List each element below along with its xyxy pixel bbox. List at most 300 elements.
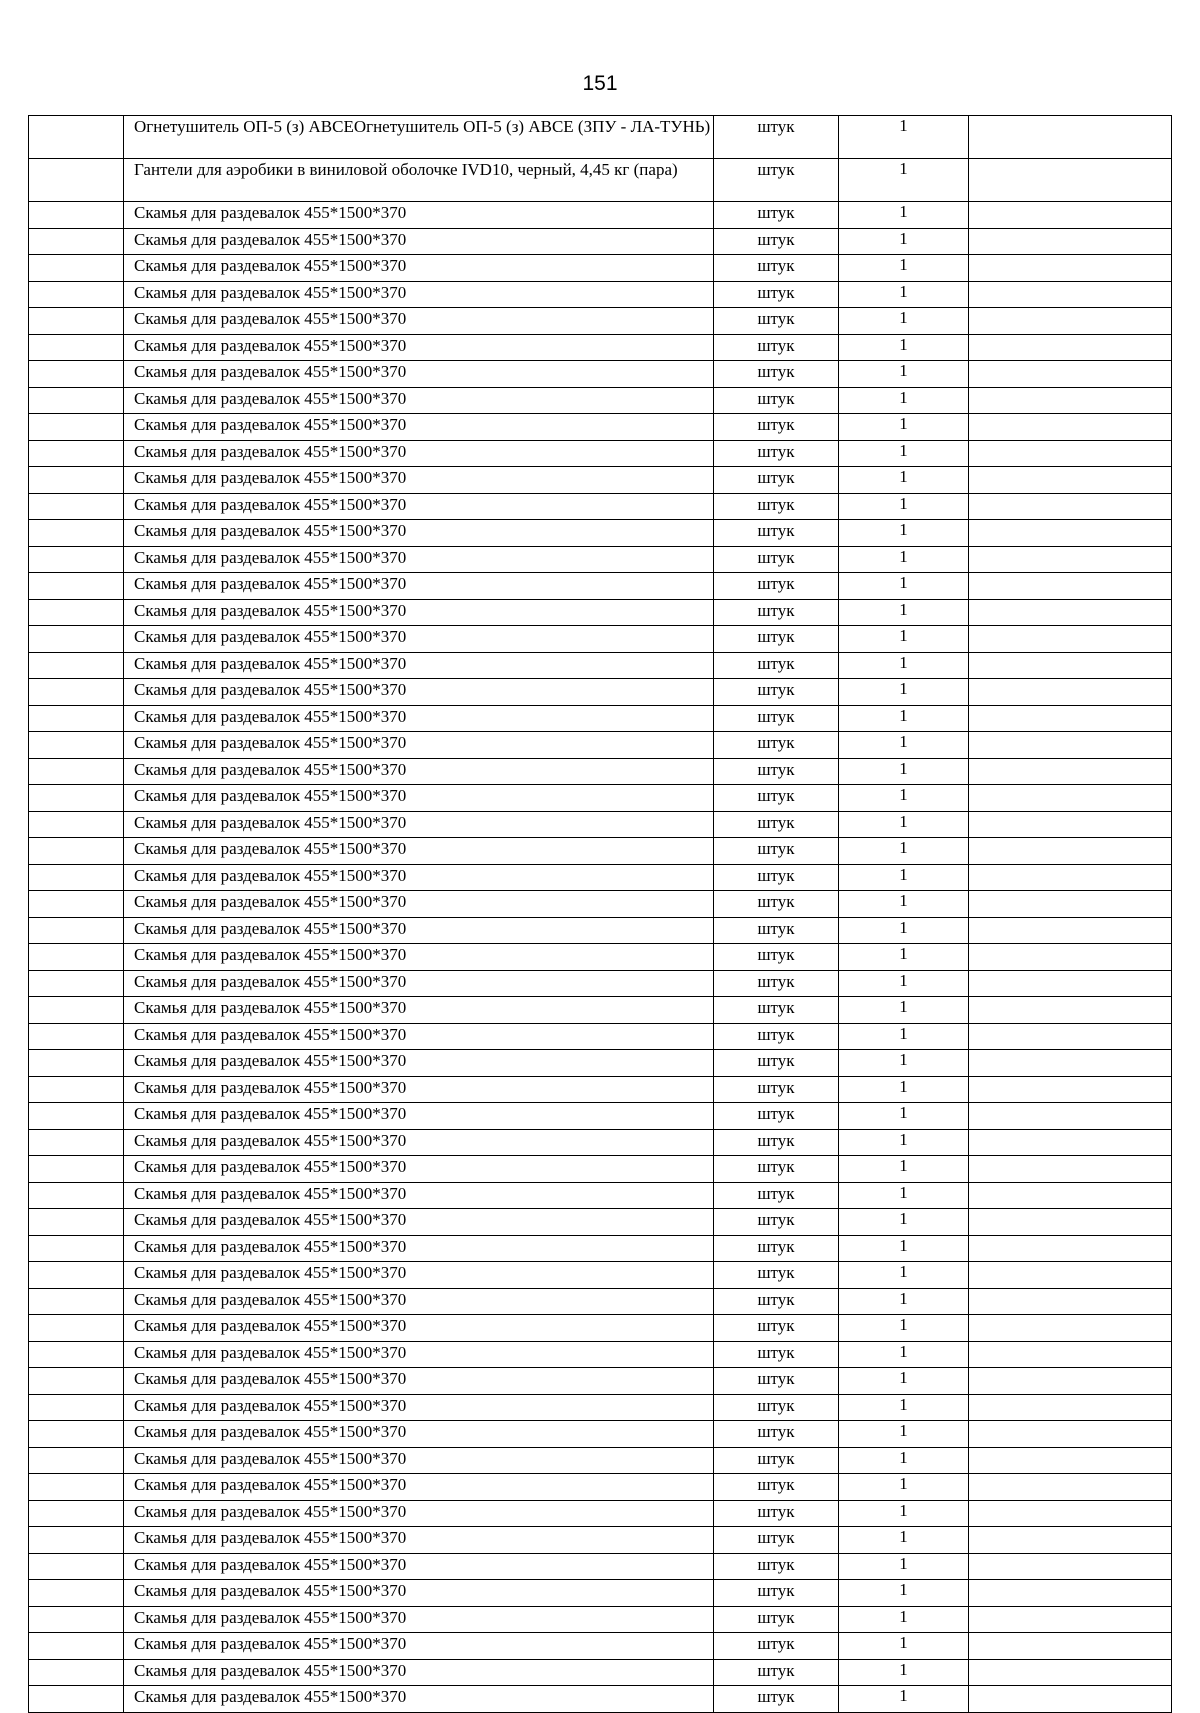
quantity-cell: 1 [839,785,969,812]
row-number-cell [29,202,124,229]
unit-cell: штук [714,1686,839,1713]
table-row [29,1474,1172,1501]
item-name-cell: Скамья для раздевалок 455*1500*370 [124,281,714,308]
note-cell [969,281,1172,308]
note-cell [969,159,1172,202]
item-name-cell: Скамья для раздевалок 455*1500*370 [124,891,714,918]
row-number-cell [29,679,124,706]
row-number-cell [29,705,124,732]
row-number-cell [29,493,124,520]
row-number-cell [29,1447,124,1474]
item-name-cell: Скамья для раздевалок 455*1500*370 [124,732,714,759]
note-cell [969,1341,1172,1368]
unit-cell: штук [714,997,839,1024]
unit-cell: штук [714,520,839,547]
table-row [29,467,1172,494]
row-number-cell [29,785,124,812]
row-number-cell [29,1500,124,1527]
item-name-cell: Скамья для раздевалок 455*1500*370 [124,1129,714,1156]
row-number-cell [29,1606,124,1633]
quantity-cell: 1 [839,116,969,159]
unit-cell: штук [714,1421,839,1448]
table-row [29,599,1172,626]
item-name-cell: Скамья для раздевалок 455*1500*370 [124,1262,714,1289]
unit-cell: штук [714,679,839,706]
row-number-cell [29,891,124,918]
quantity-cell: 1 [839,1474,969,1501]
row-number-cell [29,520,124,547]
note-cell [969,1447,1172,1474]
quantity-cell: 1 [839,1209,969,1236]
quantity-cell: 1 [839,811,969,838]
table-row [29,1686,1172,1713]
row-number-cell [29,599,124,626]
quantity-cell: 1 [839,467,969,494]
quantity-cell: 1 [839,414,969,441]
row-number-cell [29,1156,124,1183]
table-row [29,1262,1172,1289]
quantity-cell: 1 [839,493,969,520]
unit-cell: штук [714,228,839,255]
row-number-cell [29,944,124,971]
quantity-cell: 1 [839,520,969,547]
quantity-cell: 1 [839,891,969,918]
row-number-cell [29,732,124,759]
table-row [29,1209,1172,1236]
quantity-cell: 1 [839,705,969,732]
item-name-cell: Скамья для раздевалок 455*1500*370 [124,387,714,414]
unit-cell: штук [714,1050,839,1077]
row-number-cell [29,1129,124,1156]
row-number-cell [29,228,124,255]
note-cell [969,573,1172,600]
quantity-cell: 1 [839,1606,969,1633]
table-row [29,202,1172,229]
item-name-cell: Скамья для раздевалок 455*1500*370 [124,1659,714,1686]
table-row [29,944,1172,971]
row-number-cell [29,1527,124,1554]
note-cell [969,811,1172,838]
note-cell [969,1129,1172,1156]
note-cell [969,493,1172,520]
table-row [29,1129,1172,1156]
table-row [29,1580,1172,1607]
table-row [29,1659,1172,1686]
note-cell [969,1262,1172,1289]
unit-cell: штук [714,467,839,494]
note-cell [969,1156,1172,1183]
table-row [29,891,1172,918]
quantity-cell: 1 [839,546,969,573]
item-name-cell: Скамья для раздевалок 455*1500*370 [124,1447,714,1474]
note-cell [969,1368,1172,1395]
row-number-cell [29,811,124,838]
unit-cell: штук [714,917,839,944]
row-number-cell [29,1394,124,1421]
row-number-cell [29,1103,124,1130]
note-cell [969,414,1172,441]
table-row [29,255,1172,282]
quantity-cell: 1 [839,944,969,971]
note-cell [969,785,1172,812]
row-number-cell [29,1553,124,1580]
item-name-cell: Скамья для раздевалок 455*1500*370 [124,1156,714,1183]
item-name-cell: Скамья для раздевалок 455*1500*370 [124,864,714,891]
note-cell [969,1182,1172,1209]
table-row [29,228,1172,255]
item-name-cell: Скамья для раздевалок 455*1500*370 [124,785,714,812]
unit-cell: штук [714,1580,839,1607]
row-number-cell [29,414,124,441]
quantity-cell: 1 [839,1262,969,1289]
item-name-cell: Скамья для раздевалок 455*1500*370 [124,1235,714,1262]
item-name-cell: Скамья для раздевалок 455*1500*370 [124,467,714,494]
item-name-cell: Скамья для раздевалок 455*1500*370 [124,917,714,944]
note-cell [969,467,1172,494]
item-name-cell: Скамья для раздевалок 455*1500*370 [124,255,714,282]
item-name-cell: Скамья для раздевалок 455*1500*370 [124,202,714,229]
table-row [29,679,1172,706]
table-row [29,732,1172,759]
table-row [29,1341,1172,1368]
unit-cell: штук [714,414,839,441]
item-name-cell: Скамья для раздевалок 455*1500*370 [124,228,714,255]
quantity-cell: 1 [839,732,969,759]
quantity-cell: 1 [839,202,969,229]
unit-cell: штук [714,361,839,388]
table-row [29,1633,1172,1660]
table-row [29,1076,1172,1103]
quantity-cell: 1 [839,159,969,202]
table-row [29,626,1172,653]
table-row [29,1050,1172,1077]
row-number-cell [29,1076,124,1103]
table-row [29,159,1172,202]
row-number-cell [29,917,124,944]
unit-cell: штук [714,732,839,759]
quantity-cell: 1 [839,1580,969,1607]
note-cell [969,1050,1172,1077]
unit-cell: штук [714,308,839,335]
quantity-cell: 1 [839,864,969,891]
unit-cell: штук [714,1659,839,1686]
quantity-cell: 1 [839,334,969,361]
quantity-cell: 1 [839,1500,969,1527]
row-number-cell [29,1580,124,1607]
unit-cell: штук [714,440,839,467]
table-row [29,1023,1172,1050]
unit-cell: штук [714,1076,839,1103]
unit-cell: штук [714,1235,839,1262]
table-row [29,546,1172,573]
table-row [29,1315,1172,1342]
quantity-cell: 1 [839,1076,969,1103]
item-name-cell: Скамья для раздевалок 455*1500*370 [124,705,714,732]
item-name-cell: Скамья для раздевалок 455*1500*370 [124,1076,714,1103]
note-cell [969,970,1172,997]
note-cell [969,917,1172,944]
unit-cell: штук [714,864,839,891]
page-number: 151 [582,72,618,95]
quantity-cell: 1 [839,1050,969,1077]
unit-cell: штук [714,1129,839,1156]
note-cell [969,255,1172,282]
table-row [29,970,1172,997]
note-cell [969,1235,1172,1262]
unit-cell: штук [714,838,839,865]
row-number-cell [29,1474,124,1501]
table-row [29,334,1172,361]
note-cell [969,308,1172,335]
note-cell [969,1209,1172,1236]
quantity-cell: 1 [839,281,969,308]
item-name-cell: Скамья для раздевалок 455*1500*370 [124,414,714,441]
unit-cell: штук [714,1156,839,1183]
row-number-cell [29,440,124,467]
unit-cell: штук [714,1103,839,1130]
item-name-cell: Скамья для раздевалок 455*1500*370 [124,1023,714,1050]
note-cell [969,1633,1172,1660]
item-name-cell: Скамья для раздевалок 455*1500*370 [124,1527,714,1554]
item-name-cell: Скамья для раздевалок 455*1500*370 [124,1606,714,1633]
quantity-cell: 1 [839,387,969,414]
quantity-cell: 1 [839,1103,969,1130]
note-cell [969,1686,1172,1713]
item-name-cell: Огнетушитель ОП-5 (з) АВСЕОгнетушитель ОП-5 (з) АВСЕ (ЗПУ - ЛА-ТУНЬ) [124,116,714,159]
item-name-cell: Скамья для раздевалок 455*1500*370 [124,1686,714,1713]
quantity-cell: 1 [839,917,969,944]
quantity-cell: 1 [839,997,969,1024]
table-row [29,1394,1172,1421]
table-row [29,308,1172,335]
table-row [29,1606,1172,1633]
quantity-cell: 1 [839,1447,969,1474]
note-cell [969,732,1172,759]
unit-cell: штук [714,255,839,282]
item-name-cell: Скамья для раздевалок 455*1500*370 [124,440,714,467]
note-cell [969,1527,1172,1554]
note-cell [969,334,1172,361]
note-cell [969,705,1172,732]
unit-cell: штук [714,1606,839,1633]
item-name-cell: Скамья для раздевалок 455*1500*370 [124,599,714,626]
item-name-cell: Скамья для раздевалок 455*1500*370 [124,573,714,600]
quantity-cell: 1 [839,361,969,388]
quantity-cell: 1 [839,1553,969,1580]
unit-cell: штук [714,202,839,229]
row-number-cell [29,387,124,414]
quantity-cell: 1 [839,758,969,785]
table-row [29,1103,1172,1130]
note-cell [969,520,1172,547]
note-cell [969,599,1172,626]
item-name-cell: Скамья для раздевалок 455*1500*370 [124,334,714,361]
quantity-cell: 1 [839,626,969,653]
item-name-cell: Скамья для раздевалок 455*1500*370 [124,838,714,865]
table-row [29,573,1172,600]
item-name-cell: Скамья для раздевалок 455*1500*370 [124,997,714,1024]
table-row [29,1500,1172,1527]
note-cell [969,202,1172,229]
table-row [29,361,1172,388]
item-name-cell: Скамья для раздевалок 455*1500*370 [124,1421,714,1448]
row-number-cell [29,1633,124,1660]
item-name-cell: Скамья для раздевалок 455*1500*370 [124,520,714,547]
table-row [29,1288,1172,1315]
item-name-cell: Скамья для раздевалок 455*1500*370 [124,652,714,679]
quantity-cell: 1 [839,1659,969,1686]
unit-cell: штук [714,159,839,202]
row-number-cell [29,1023,124,1050]
quantity-cell: 1 [839,308,969,335]
row-number-cell [29,970,124,997]
row-number-cell [29,1235,124,1262]
item-name-cell: Скамья для раздевалок 455*1500*370 [124,1182,714,1209]
unit-cell: штук [714,811,839,838]
row-number-cell [29,159,124,202]
note-cell [969,1315,1172,1342]
unit-cell: штук [714,1474,839,1501]
note-cell [969,546,1172,573]
item-name-cell: Скамья для раздевалок 455*1500*370 [124,1288,714,1315]
quantity-cell: 1 [839,1633,969,1660]
note-cell [969,679,1172,706]
unit-cell: штук [714,1500,839,1527]
item-name-cell: Скамья для раздевалок 455*1500*370 [124,1394,714,1421]
row-number-cell [29,308,124,335]
item-name-cell: Скамья для раздевалок 455*1500*370 [124,546,714,573]
item-name-cell: Скамья для раздевалок 455*1500*370 [124,1341,714,1368]
unit-cell: штук [714,970,839,997]
unit-cell: штук [714,891,839,918]
item-name-cell: Скамья для раздевалок 455*1500*370 [124,1209,714,1236]
row-number-cell [29,361,124,388]
row-number-cell [29,1341,124,1368]
quantity-cell: 1 [839,1235,969,1262]
table-row [29,1421,1172,1448]
table-row [29,758,1172,785]
item-name-cell: Скамья для раздевалок 455*1500*370 [124,758,714,785]
item-name-cell: Скамья для раздевалок 455*1500*370 [124,944,714,971]
note-cell [969,1076,1172,1103]
item-name-cell: Гантели для аэробики в виниловой оболочке IVD10, черный, 4,45 кг (пара) [124,159,714,202]
table-row [29,1447,1172,1474]
table-row [29,1182,1172,1209]
quantity-cell: 1 [839,1341,969,1368]
row-number-cell [29,864,124,891]
note-cell [969,864,1172,891]
table-row [29,281,1172,308]
table-row [29,997,1172,1024]
unit-cell: штук [714,1023,839,1050]
row-number-cell [29,467,124,494]
unit-cell: штук [714,116,839,159]
table-row [29,1156,1172,1183]
note-cell [969,1553,1172,1580]
note-cell [969,361,1172,388]
quantity-cell: 1 [839,1288,969,1315]
row-number-cell [29,1315,124,1342]
item-name-cell: Скамья для раздевалок 455*1500*370 [124,308,714,335]
table-row [29,520,1172,547]
row-number-cell [29,1686,124,1713]
table-row [29,785,1172,812]
unit-cell: штук [714,785,839,812]
unit-cell: штук [714,1182,839,1209]
item-name-cell: Скамья для раздевалок 455*1500*370 [124,1580,714,1607]
quantity-cell: 1 [839,1394,969,1421]
note-cell [969,997,1172,1024]
table-row [29,1368,1172,1395]
note-cell [969,652,1172,679]
item-name-cell: Скамья для раздевалок 455*1500*370 [124,1103,714,1130]
row-number-cell [29,652,124,679]
note-cell [969,440,1172,467]
quantity-cell: 1 [839,679,969,706]
unit-cell: штук [714,652,839,679]
item-name-cell: Скамья для раздевалок 455*1500*370 [124,1633,714,1660]
row-number-cell [29,1288,124,1315]
row-number-cell [29,255,124,282]
row-number-cell [29,334,124,361]
unit-cell: штук [714,1368,839,1395]
unit-cell: штук [714,546,839,573]
row-number-cell [29,626,124,653]
row-number-cell [29,1421,124,1448]
note-cell [969,228,1172,255]
unit-cell: штук [714,1288,839,1315]
row-number-cell [29,997,124,1024]
note-cell [969,1474,1172,1501]
quantity-cell: 1 [839,1315,969,1342]
note-cell [969,1580,1172,1607]
unit-cell: штук [714,387,839,414]
quantity-cell: 1 [839,1527,969,1554]
quantity-cell: 1 [839,1156,969,1183]
item-name-cell: Скамья для раздевалок 455*1500*370 [124,970,714,997]
unit-cell: штук [714,626,839,653]
quantity-cell: 1 [839,1129,969,1156]
row-number-cell [29,546,124,573]
note-cell [969,1288,1172,1315]
note-cell [969,387,1172,414]
unit-cell: штук [714,334,839,361]
row-number-cell [29,838,124,865]
unit-cell: штук [714,1315,839,1342]
table-row [29,1235,1172,1262]
quantity-cell: 1 [839,970,969,997]
item-name-cell: Скамья для раздевалок 455*1500*370 [124,361,714,388]
note-cell [969,1606,1172,1633]
table-row [29,652,1172,679]
quantity-cell: 1 [839,1421,969,1448]
item-name-cell: Скамья для раздевалок 455*1500*370 [124,1553,714,1580]
item-name-cell: Скамья для раздевалок 455*1500*370 [124,493,714,520]
note-cell [969,1659,1172,1686]
item-name-cell: Скамья для раздевалок 455*1500*370 [124,626,714,653]
table-row [29,811,1172,838]
quantity-cell: 1 [839,440,969,467]
note-cell [969,1023,1172,1050]
quantity-cell: 1 [839,599,969,626]
unit-cell: штук [714,1341,839,1368]
table-row [29,414,1172,441]
item-name-cell: Скамья для раздевалок 455*1500*370 [124,1474,714,1501]
quantity-cell: 1 [839,228,969,255]
note-cell [969,1500,1172,1527]
table-row [29,1553,1172,1580]
unit-cell: штук [714,705,839,732]
